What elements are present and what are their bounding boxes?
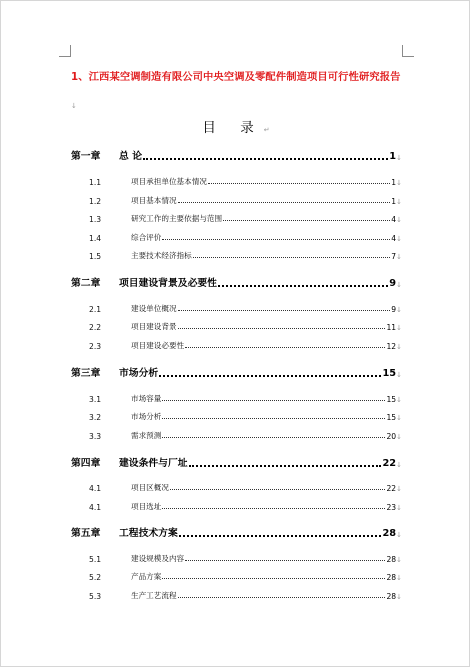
paragraph-mark: ↓ (396, 179, 402, 187)
toc-entry-page-number: 20 (386, 432, 397, 441)
toc-chapter-entry[interactable] (71, 525, 402, 539)
toc-entry-page-number: 7 (391, 252, 397, 261)
paragraph-mark: ↓ (396, 371, 402, 379)
toc-entry-title: 项目建设背景 (131, 322, 177, 331)
toc-entry-title: 需求预测 (131, 431, 162, 440)
toc-entry-page-number: 28 (386, 592, 397, 601)
toc-entry-number: 3.3 (89, 432, 102, 441)
toc-entry-title: 工程技术方案 (119, 528, 178, 539)
toc-entry-number: 3.2 (89, 413, 102, 422)
toc-chapter-entry[interactable] (71, 275, 402, 289)
toc-entry-number: 1.4 (89, 234, 102, 243)
dot-leader (162, 508, 385, 509)
toc-section-entry[interactable] (71, 303, 402, 314)
toc-entry-title: 项目承担单位基本情况 (131, 177, 207, 186)
dot-leader (162, 239, 390, 240)
toc-section-entry[interactable] (71, 393, 402, 404)
toc-entry-page-number: 9 (389, 278, 397, 289)
toc-entry-page-number: 1 (389, 151, 397, 162)
crop-mark-top-left (59, 45, 71, 57)
toc-entry-title: 市场分析 (119, 368, 159, 379)
toc-entry-title: 项目建设必要性 (131, 341, 185, 350)
toc-entry-number: 5.3 (89, 592, 102, 601)
toc-section-entry[interactable] (71, 411, 402, 422)
paragraph-mark: ↓ (396, 461, 402, 469)
toc-entry-page-number: 12 (386, 342, 397, 351)
dot-leader (162, 578, 385, 579)
toc-entry-title: 产品方案 (131, 572, 162, 581)
toc-section-entry[interactable] (71, 195, 402, 206)
paragraph-mark: ↓ (396, 306, 402, 314)
toc-entry-page-number: 1 (391, 178, 397, 187)
toc-section-entry[interactable] (71, 213, 402, 224)
paragraph-mark: ↓ (396, 198, 402, 206)
toc-entry-title: 项目区概况 (131, 483, 169, 492)
toc-entry-page-number: 1 (391, 197, 397, 206)
toc-section-entry[interactable] (71, 340, 402, 351)
toc-section-entry[interactable] (71, 430, 402, 441)
toc-entry-page-number: 28 (386, 573, 397, 582)
dot-leader (162, 400, 385, 401)
toc-entry-page-number: 15 (382, 368, 397, 379)
dot-leader (143, 158, 388, 160)
toc-entry-title: 建设条件与厂址 (119, 458, 188, 469)
paragraph-mark: ↓ (396, 324, 402, 332)
toc-entry-title: 综合评价 (131, 233, 162, 242)
toc-entry-number: 第四章 (71, 458, 101, 469)
toc-section-entry[interactable] (71, 176, 402, 187)
toc-entry-number: 2.3 (89, 342, 102, 351)
toc-entry-number: 3.1 (89, 395, 102, 404)
toc-entry-title: 研究工作的主要依据与范围 (131, 214, 223, 223)
toc-entry-title: 建设单位概况 (131, 304, 177, 313)
paragraph-mark: ↓ (396, 154, 402, 162)
toc-entry-number: 2.1 (89, 305, 102, 314)
toc-entry-title: 生产工艺流程 (131, 591, 177, 600)
dot-leader (178, 202, 391, 203)
toc-section-entry[interactable] (71, 571, 402, 582)
toc-entry-number: 第五章 (71, 528, 101, 539)
toc-entry-number: 1.5 (89, 252, 102, 261)
toc-section-entry[interactable] (71, 250, 402, 261)
toc-entry-number: 第一章 (71, 151, 101, 162)
dot-leader (189, 465, 382, 467)
toc-entry-number: 2.2 (89, 323, 102, 332)
paragraph-mark: ↓ (396, 235, 402, 243)
dot-leader (162, 418, 385, 419)
paragraph-mark: ↓ (396, 593, 402, 601)
dot-leader (178, 310, 391, 311)
dot-leader (178, 328, 386, 329)
paragraph-mark: ↓ (396, 556, 402, 564)
toc-section-entry[interactable] (71, 482, 402, 493)
toc-heading-text: 目 录 (202, 120, 264, 136)
toc-section-entry[interactable] (71, 232, 402, 243)
toc-entry-page-number: 4 (391, 234, 397, 243)
dot-leader (159, 375, 381, 377)
toc-chapter-entry[interactable] (71, 455, 402, 469)
dot-leader (162, 437, 385, 438)
paragraph-mark: ↵ (263, 126, 270, 134)
toc-entry-title: 市场分析 (131, 412, 162, 421)
toc-section-entry[interactable] (71, 553, 402, 564)
toc-entry-title: 总 论 (119, 151, 143, 162)
dot-leader (218, 285, 388, 287)
crop-mark-top-right (402, 45, 414, 57)
toc-entry-number: 1.2 (89, 197, 102, 206)
dot-leader (193, 257, 391, 258)
toc-entry-number: 5.1 (89, 555, 102, 564)
paragraph-mark: ↓ (396, 531, 402, 539)
toc-entry-title: 建设规模及内容 (131, 554, 185, 563)
toc-entry-number: 4.1 (89, 503, 102, 512)
paragraph-mark: ↓ (71, 102, 77, 110)
dot-leader (223, 220, 390, 221)
toc-entry-number: 4.1 (89, 484, 102, 493)
toc-entry-number: 第二章 (71, 278, 101, 289)
toc-section-entry[interactable] (71, 501, 402, 512)
dot-leader (179, 535, 382, 537)
paragraph-mark: ↓ (396, 574, 402, 582)
toc-entry-page-number: 9 (391, 305, 397, 314)
toc-entry-number: 1.3 (89, 215, 102, 224)
toc-entry-page-number: 4 (391, 215, 397, 224)
dot-leader (178, 597, 386, 598)
paragraph-mark: ↓ (396, 504, 402, 512)
paragraph-mark: ↓ (396, 396, 402, 404)
toc-entry-number: 5.2 (89, 573, 102, 582)
dot-leader (170, 489, 385, 490)
toc-chapter-entry[interactable] (71, 365, 402, 379)
toc-entry-page-number: 15 (386, 395, 397, 404)
toc-entry-title: 项目选址 (131, 502, 162, 511)
paragraph-mark: ↓ (396, 216, 402, 224)
toc-entry-page-number: 23 (386, 503, 397, 512)
toc-entry-page-number: 22 (382, 458, 397, 469)
toc-entry-page-number: 28 (382, 528, 397, 539)
toc-entry-title: 项目基本情况 (131, 196, 177, 205)
toc-entry-title: 主要技术经济指标 (131, 251, 192, 260)
dot-leader (185, 347, 385, 348)
toc-entry-page-number: 15 (386, 413, 397, 422)
paragraph-mark: ↓ (396, 281, 402, 289)
toc-entry-page-number: 28 (386, 555, 397, 564)
dot-leader (208, 183, 390, 184)
paragraph-mark: ↓ (396, 433, 402, 441)
toc-section-entry[interactable] (71, 321, 402, 332)
toc-entry-page-number: 22 (386, 484, 397, 493)
toc-entry-page-number: 11 (386, 323, 397, 332)
dot-leader (185, 560, 385, 561)
toc-chapter-entry[interactable] (71, 148, 402, 162)
paragraph-mark: ↓ (396, 253, 402, 261)
toc-entry-title: 市场容量 (131, 394, 162, 403)
toc-section-entry[interactable] (71, 590, 402, 601)
table-of-contents (71, 1, 402, 667)
toc-entry-number: 1.1 (89, 178, 102, 187)
toc-entry-title: 项目建设背景及必要性 (119, 278, 217, 289)
paragraph-mark: ↓ (396, 414, 402, 422)
toc-entry-number: 第三章 (71, 368, 101, 379)
paragraph-mark: ↓ (396, 343, 402, 351)
document-title-text: 1、江西某空调制造有限公司中央空调及零配件制造项目可行性研究报告 (71, 71, 401, 83)
paragraph-mark: ↓ (396, 485, 402, 493)
